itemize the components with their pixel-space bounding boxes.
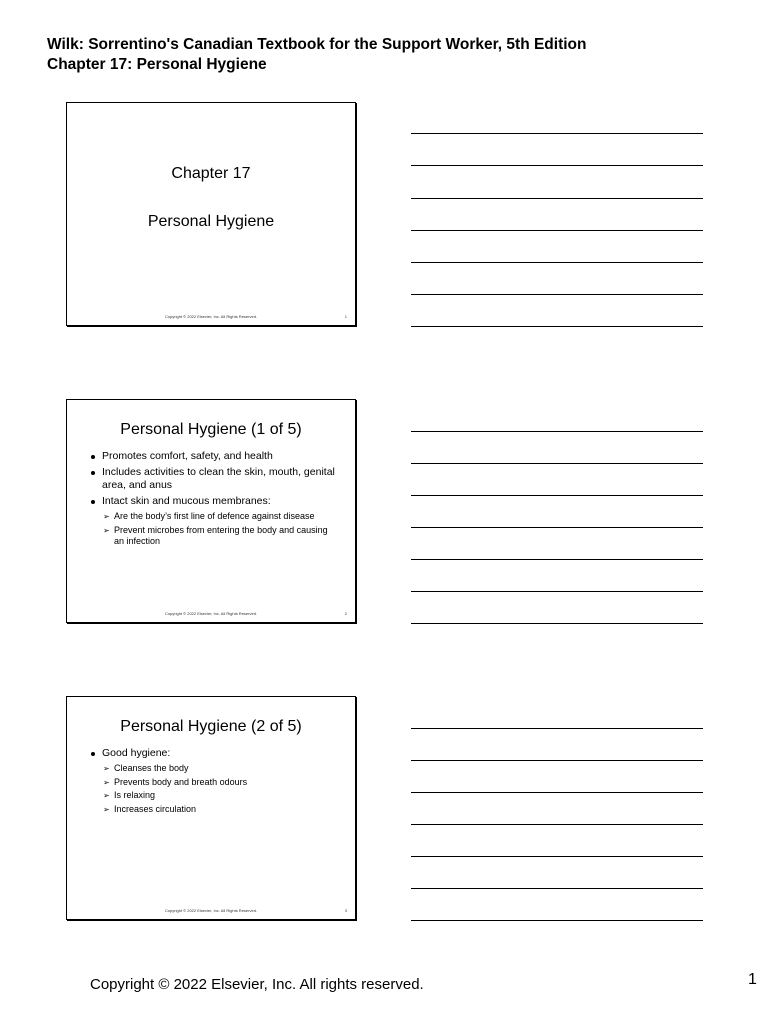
page-number: 1 xyxy=(748,971,757,988)
sub-bullet-text: Prevent microbes from entering the body and causing an infection xyxy=(114,524,328,546)
notes-line xyxy=(411,856,703,857)
arrow-bullet-icon: ➢ xyxy=(103,777,110,787)
slide-copyright: Copyright © 2022 Elsevier, Inc. All Rights Reserved. xyxy=(164,908,258,913)
bullet-list xyxy=(89,747,335,818)
notes-line xyxy=(411,792,703,793)
slide-2 xyxy=(66,399,356,623)
notes-line xyxy=(411,133,703,134)
slide-heading: Personal Hygiene (1 of 5) xyxy=(120,421,302,438)
notes-line xyxy=(411,559,703,560)
notes-line xyxy=(411,165,703,166)
sub-bullet-item xyxy=(102,511,335,523)
slide-chapter-number: Chapter 17 xyxy=(171,165,251,182)
slide-1 xyxy=(66,102,356,326)
page-header xyxy=(47,35,586,75)
header-chapter-title: Chapter 17: Personal Hygiene xyxy=(47,56,267,73)
header-book-title: Wilk: Sorrentino's Canadian Textbook for the Support Worker, 5th Edition xyxy=(47,36,587,53)
slide-copyright: Copyright © 2022 Elsevier, Inc. All Rights Reserved. xyxy=(164,314,258,319)
sub-bullet-text: Is relaxing xyxy=(114,790,156,800)
notes-line xyxy=(411,463,703,464)
slide-chapter-title: Personal Hygiene xyxy=(147,213,275,230)
bullet-text: Promotes comfort, safety, and health xyxy=(102,450,273,462)
slide-number: 1 xyxy=(344,314,347,319)
bullet-item xyxy=(89,450,335,463)
bullet-text: Intact skin and mucous membranes: xyxy=(102,495,271,507)
slide-number: 2 xyxy=(344,611,347,616)
sub-bullet-item xyxy=(102,525,335,548)
arrow-bullet-icon: ➢ xyxy=(103,791,110,800)
notes-line xyxy=(411,760,703,761)
notes-line xyxy=(411,495,703,496)
notes-line xyxy=(411,824,703,825)
sub-bullet-item xyxy=(102,777,335,789)
slide-heading: Personal Hygiene (2 of 5) xyxy=(120,718,302,735)
sub-bullet-list xyxy=(102,511,335,548)
arrow-bullet-icon: ➢ xyxy=(103,512,110,521)
notes-line xyxy=(411,920,703,921)
bullet-item xyxy=(89,747,335,815)
notes-line xyxy=(411,728,703,729)
bullet-item xyxy=(89,495,335,548)
notes-line xyxy=(411,326,703,327)
bullet-text: Good hygiene: xyxy=(102,747,171,759)
sub-bullet-item xyxy=(102,790,335,802)
page-copyright: Copyright © 2022 Elsevier, Inc. All rights reserved. xyxy=(90,976,424,993)
notes-line xyxy=(411,198,703,199)
notes-line xyxy=(411,591,703,592)
sub-bullet-item xyxy=(102,763,335,775)
notes-line xyxy=(411,888,703,889)
sub-bullet-text: Prevents body and breath odours xyxy=(114,776,248,787)
sub-bullet-text: Cleanses the body xyxy=(114,763,189,773)
sub-bullet-text: Are the body’s first line of defence against disease xyxy=(114,511,315,521)
bullet-item xyxy=(89,466,335,492)
slide-number: 3 xyxy=(344,908,347,913)
arrow-bullet-icon: ➢ xyxy=(103,525,110,535)
sub-bullet-text: Increases circulation xyxy=(114,803,197,814)
notes-line xyxy=(411,431,703,432)
notes-line xyxy=(411,623,703,624)
slide-3 xyxy=(66,696,356,920)
slide-copyright: Copyright © 2022 Elsevier, Inc. All Rights Reserved. xyxy=(164,611,258,616)
notes-line xyxy=(411,294,703,295)
bullet-list xyxy=(89,450,335,551)
arrow-bullet-icon: ➢ xyxy=(103,804,110,814)
notes-line xyxy=(411,262,703,263)
sub-bullet-item xyxy=(102,804,335,816)
notes-line xyxy=(411,527,703,528)
arrow-bullet-icon: ➢ xyxy=(103,764,110,773)
notes-line xyxy=(411,230,703,231)
sub-bullet-list xyxy=(102,763,335,815)
bullet-text: Includes activities to clean the skin, mouth, genital area, and anus xyxy=(102,466,335,491)
